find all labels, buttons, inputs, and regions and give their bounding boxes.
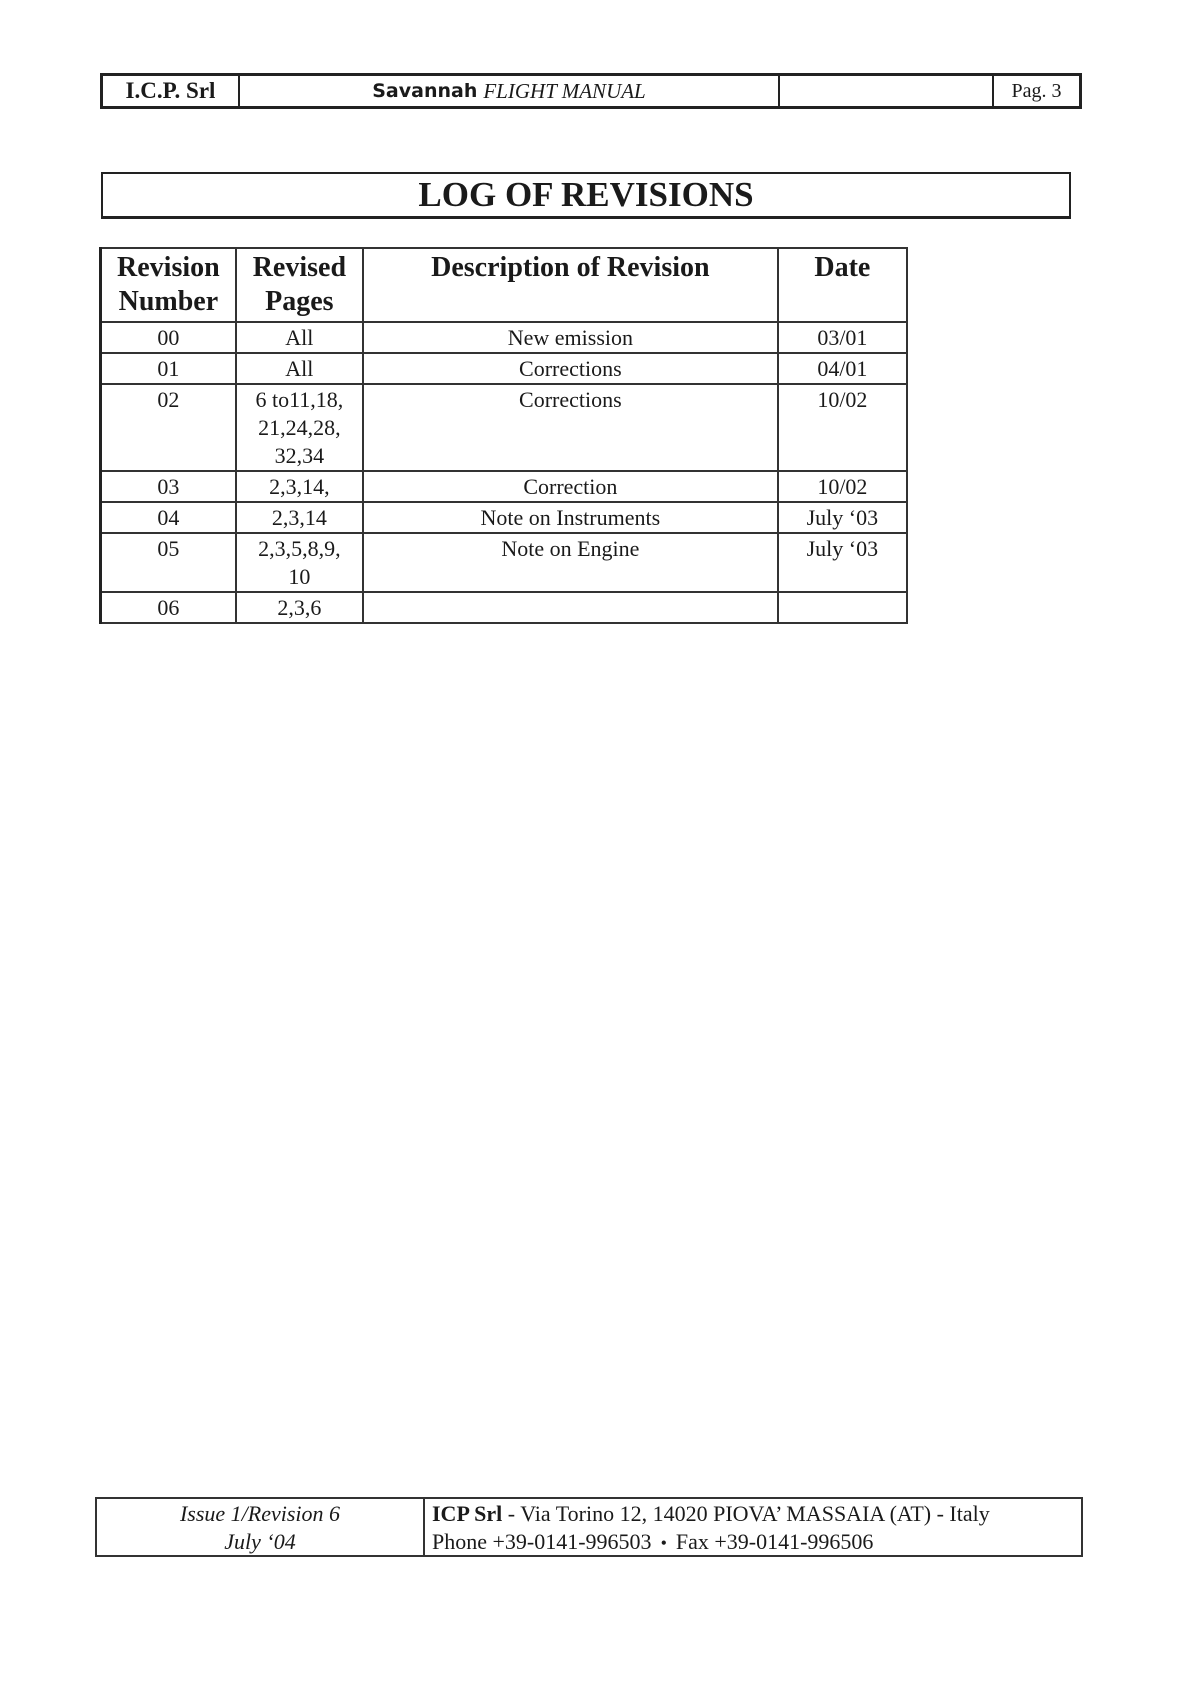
footer-fax: Fax +39-0141-996506 (675, 1529, 874, 1554)
page-footer (95, 1497, 1083, 1557)
section-title: LOG OF REVISIONS (101, 172, 1071, 219)
header-manual: FLIGHT MANUAL (483, 78, 646, 103)
revision-number: 02 (101, 384, 236, 471)
revised-pages: All (236, 353, 363, 384)
bullet-icon: • (660, 1533, 667, 1553)
revised-pages: 6 to11,18, 21,24,28, 32,34 (236, 384, 363, 471)
revision-date: July ‘03 (778, 502, 907, 533)
table-row (101, 384, 908, 471)
footer-issue-revision: Issue 1/Revision 6 (179, 1501, 341, 1526)
header-manual-title (240, 76, 780, 106)
header-description: Description of Revision (363, 248, 778, 322)
footer-address-line (432, 1500, 1081, 1528)
table-row (101, 502, 908, 533)
revision-description: Note on Instruments (363, 502, 778, 533)
footer-company-name: ICP Srl (432, 1501, 503, 1526)
page-header (100, 73, 1082, 109)
revision-date: 03/01 (778, 322, 907, 353)
table-row (101, 471, 908, 502)
revision-date (778, 592, 907, 623)
header-company: I.C.P. Srl (103, 76, 240, 106)
header-brand: Savannah (372, 80, 478, 102)
header-page-number: Pag. 3 (1011, 79, 1062, 102)
revised-pages: 2,3,5,8,9, 10 (236, 533, 363, 592)
table-row (101, 533, 908, 592)
table-row (101, 592, 908, 623)
revision-date: July ‘03 (778, 533, 907, 592)
revision-number: 03 (101, 471, 236, 502)
revision-description: New emission (363, 322, 778, 353)
revision-description: Corrections (363, 384, 778, 471)
revision-number: 00 (101, 322, 236, 353)
revisions-table (99, 247, 908, 624)
header-date: Date (778, 248, 907, 322)
revision-description: Note on Engine (363, 533, 778, 592)
header-blank-cell (780, 76, 994, 106)
revision-date: 04/01 (778, 353, 907, 384)
footer-contact-line (432, 1528, 1081, 1557)
table-row (101, 322, 908, 353)
footer-phone: Phone +39-0141-996503 (432, 1529, 652, 1554)
revision-description: Corrections (363, 353, 778, 384)
revision-description (363, 592, 778, 623)
revision-number: 05 (101, 533, 236, 592)
revised-pages: 2,3,14, (236, 471, 363, 502)
revision-date: 10/02 (778, 384, 907, 471)
revision-description: Correction (363, 471, 778, 502)
revision-number: 06 (101, 592, 236, 623)
revision-number: 04 (101, 502, 236, 533)
footer-issue-date: July ‘04 (224, 1529, 296, 1554)
header-revision-number: Revision Number (101, 248, 236, 322)
table-header-row (101, 248, 908, 322)
table-row (101, 353, 908, 384)
revised-pages: 2,3,6 (236, 592, 363, 623)
header-revised-pages: Revised Pages (236, 248, 363, 322)
footer-issue (97, 1499, 425, 1555)
revision-number: 01 (101, 353, 236, 384)
revised-pages: All (236, 322, 363, 353)
revision-date: 10/02 (778, 471, 907, 502)
footer-address: - Via Torino 12, 14020 PIOVA’ MASSAIA (AT) - Italy (502, 1501, 990, 1526)
revised-pages: 2,3,14 (236, 502, 363, 533)
footer-company (425, 1499, 1081, 1555)
